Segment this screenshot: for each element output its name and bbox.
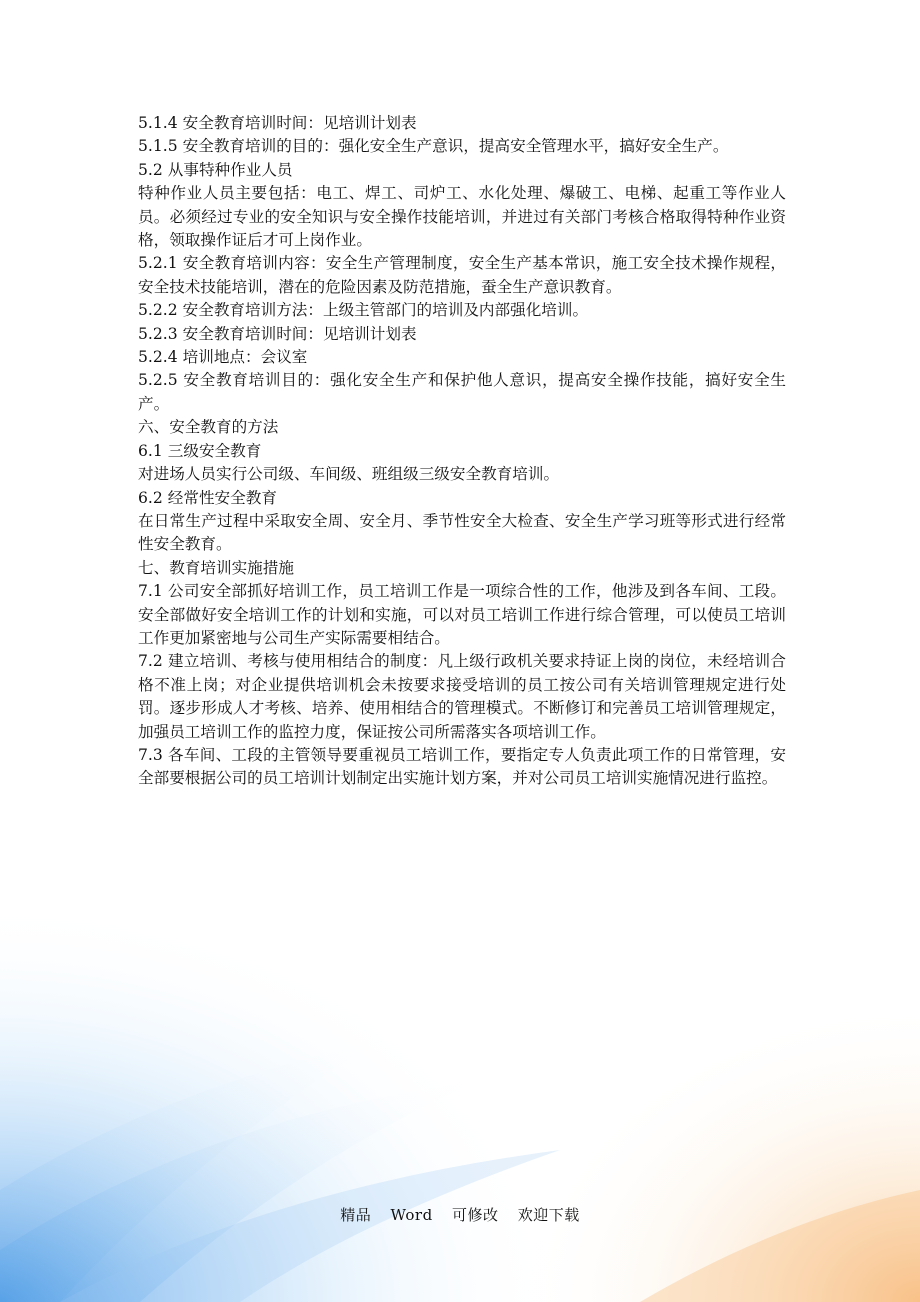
footer-label: Word — [390, 1206, 433, 1224]
paragraph: 5.2.5 安全教育培训目的：强化安全生产和保护他人意识，提高安全操作技能，搞好安全生产。 — [138, 371, 786, 413]
section-heading: 七、教育培训实施措施 — [138, 558, 294, 577]
paragraph: 在日常生产过程中采取安全周、安全月、季节性安全大检查、安全生产学习班等形式进行经常性安全教育。 — [138, 511, 786, 554]
section-heading: 5.2 从事特种作业人员 — [138, 160, 293, 179]
footer-label: 可修改 — [451, 1206, 499, 1224]
paragraph: 5.1.5 安全教育培训的目的：强化安全生产意识，提高安全管理水平，搞好安全生产。 — [138, 137, 729, 156]
document-body — [138, 112, 786, 791]
paragraph: 5.1.4 安全教育培训时间：见培训计划表 — [138, 114, 417, 132]
paragraph: 7.2 建立培训、考核与使用相结合的制度：凡上级行政机关要求持证上岗的岗位，未经培训合格不准上岗；对企业提供培训机会未按要求接受培训的员工按公司有关培训管理规定进行处罚。逐步形成人才考核、培养、使用相结合的管理模式。不断修订和完善员工培训管理规定，加强员工培训工作的监控力度，保证按公司所需落实各项培训工作。 — [138, 652, 786, 741]
paragraph: 5.2.1 安全教育培训内容：安全生产管理制度，安全生产基本常识，施工安全技术操作规程，安全技术技能培训，潜在的危险因素及防范措施，蚕全生产意识教育。 — [138, 254, 786, 296]
footer-label: 精品 — [340, 1206, 372, 1224]
paragraph: 对进场人员实行公司级、车间级、班组级三级安全教育培训。 — [138, 465, 560, 484]
paragraph: 特种作业人员主要包括：电工、焊工、司炉工、水化处理、爆破工、电梯、起重工等作业人员。必须经过专业的安全知识与安全操作技能培训，并进过有关部门考核合格取得特种作业资格，领取操作证后才可上岗作业。 — [138, 184, 786, 250]
section-heading: 六、安全教育的方法 — [138, 418, 279, 437]
section-heading: 6.1 三级安全教育 — [138, 441, 262, 460]
paragraph: 5.2.2 安全教育培训方法：上级主管部门的培训及内部强化培训。 — [138, 301, 589, 320]
paragraph: 5.2.3 安全教育培训时间：见培训计划表 — [138, 324, 417, 343]
page-footer — [0, 1203, 920, 1227]
section-heading: 6.2 经常性安全教育 — [138, 488, 277, 507]
paragraph: 7.1 公司安全部抓好培训工作，员工培训工作是一项综合性的工作，他涉及到各车间、工段。安全部做好安全培训工作的计划和实施，可以对员工培训工作进行综合管理，可以使员工培训工作更加紧密地与公司生产实际需要相结合。 — [138, 582, 786, 647]
footer-label: 欢迎下载 — [517, 1206, 580, 1224]
paragraph: 7.3 各车间、工段的主管领导要重视员工培训工作，要指定专人负责此项工作的日常管理，安全部要根据公司的员工培训计划制定出实施计划方案，并对公司员工培训实施情况进行监控。 — [138, 745, 786, 788]
paragraph: 5.2.4 培训地点：会议室 — [138, 348, 308, 367]
